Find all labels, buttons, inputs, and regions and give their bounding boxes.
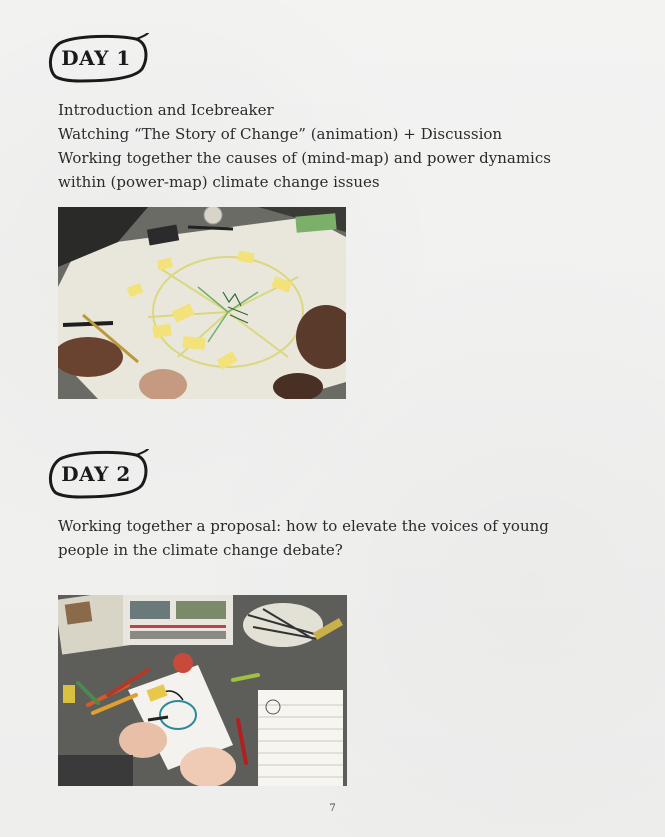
agenda-line: Working together a proposal: how to elevate the voices of young: [58, 517, 549, 535]
day-2-badge: [46, 449, 150, 499]
day-2-title: DAY 2: [61, 462, 131, 486]
day-1-title: DAY 1: [61, 46, 131, 70]
agenda-line: within (power-map) climate change issues: [58, 173, 380, 191]
agenda-line: Watching “The Story of Change” (animation) + Discussion: [58, 125, 503, 143]
day-2-agenda: [58, 514, 618, 562]
agenda-line: people in the climate change debate?: [58, 541, 343, 559]
drawing-session-illustration: [58, 595, 347, 786]
agenda-line: Working together the causes of (mind-map) and power dynamics: [58, 149, 551, 167]
mind-map-illustration: [58, 207, 346, 399]
agenda-line: Introduction and Icebreaker: [58, 101, 274, 119]
mind-map-photo: [58, 207, 346, 399]
day-1-badge: [46, 33, 150, 83]
drawing-session-photo: [58, 595, 347, 786]
day-1-agenda: [58, 98, 618, 194]
page-number: 7: [329, 803, 336, 814]
